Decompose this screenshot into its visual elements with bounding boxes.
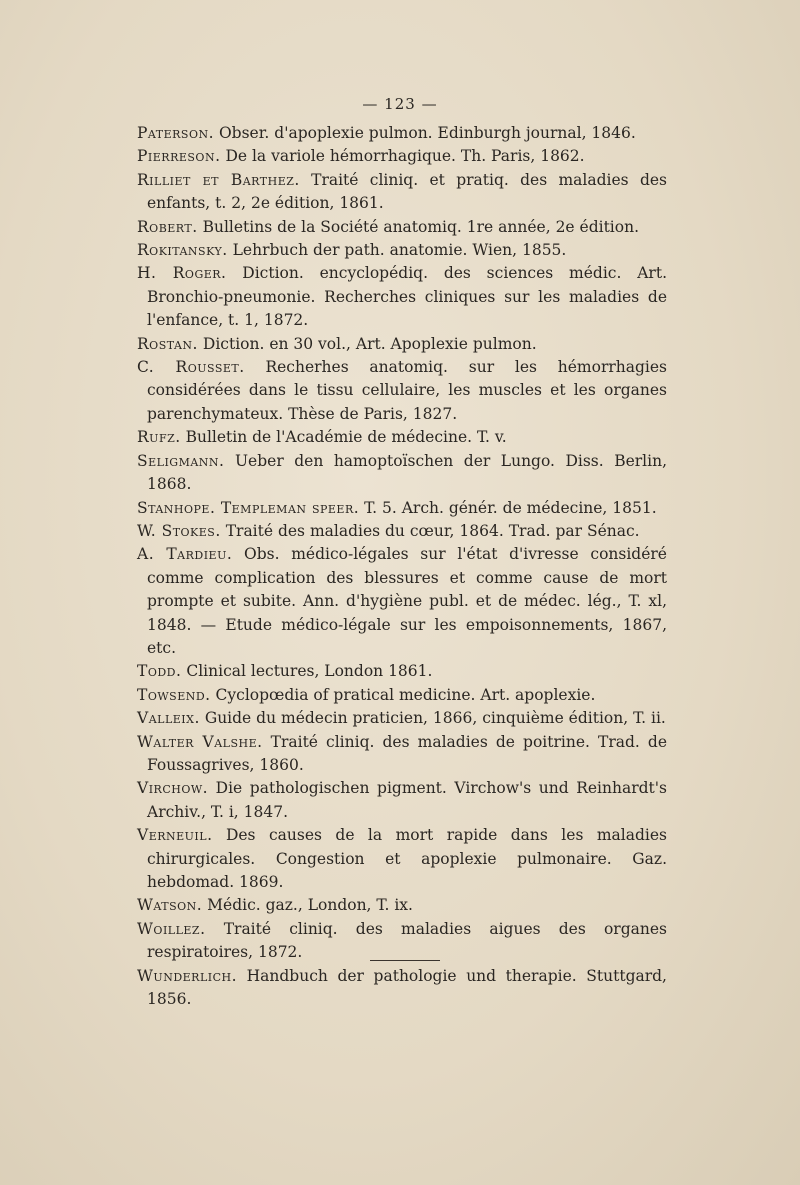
bibliography-entry [137, 169, 667, 216]
entry-text: Traité cliniq. et pratiq. des maladies des enfants, t. 2, 2e édition, 1861. [147, 170, 667, 213]
entry-text: Traité cliniq. des maladies aigues des organes respiratoires, 1872. [147, 919, 667, 962]
bibliography-entry [137, 660, 667, 683]
entry-author: Towsend. [137, 685, 211, 704]
bibliography-entry [137, 145, 667, 168]
entry-text: Clinical lectures, London 1861. [181, 662, 433, 681]
entry-author: Paterson. [137, 124, 215, 142]
bibliography-entry [137, 520, 667, 543]
bibliography-list [137, 122, 667, 1011]
page-number: — 123 — [362, 95, 438, 113]
bibliography-entry [137, 497, 667, 520]
entry-author: Virchow. [137, 779, 209, 798]
bibliography-entry [137, 731, 667, 778]
entry-author: Stanhope. Templeman speer. [137, 498, 360, 517]
entry-author: Todd. [137, 662, 182, 681]
entry-author: Rufz. [137, 428, 181, 447]
entry-text: Diction. en 30 vol., Art. Apoplexie pulmon. [197, 334, 537, 353]
entry-text: Bulletins de la Société anatomiq. 1re année, 2e édition. [197, 217, 640, 236]
bibliography-entry [137, 965, 667, 1012]
entry-text: Traité cliniq. des maladies de poitrine. Trad. de Foussagrives, 1860. [147, 732, 667, 774]
bibliography-entry [137, 356, 667, 426]
entry-text: Traité des maladies du cœur, 1864. Trad. par Sénac. [220, 521, 640, 540]
end-rule [370, 960, 440, 961]
bibliography-entry [137, 684, 667, 707]
entry-text: Lehrbuch der path. anatomie. Wien, 1855. [227, 241, 567, 260]
entry-text: Guide du médecin praticien, 1866, cinquième édition, T. ii. [199, 709, 666, 728]
entry-text: Médic. gaz., London, T. ix. [202, 896, 413, 915]
entry-text: Obs. médico-légales sur l'état d'ivresse considéré comme complication des blessures et comme cause de mort prompte et subite. Ann. d'hygiène publ. et de médec. lég., T. xl, 1848. — Etude médico-légale sur les empoisonnements, 1867, etc. [147, 545, 667, 657]
bibliography-entry [137, 239, 667, 262]
entry-author: Rilliet et Barthez. [137, 170, 300, 189]
bibliography-entry [137, 918, 667, 965]
bibliography-entry [137, 216, 667, 239]
bibliography-entry [137, 543, 667, 660]
entry-author: Rokitansky. [137, 241, 228, 260]
entry-text: Obser. d'apoplexie pulmon. Edinburgh journal, 1846. [214, 124, 636, 142]
bibliography-entry [137, 333, 667, 356]
entry-author: Rostan. [137, 334, 198, 353]
entry-author: W. Stokes. [137, 521, 221, 540]
entry-author: A. Tardieu. [137, 545, 233, 564]
entry-text: Bulletin de l'Académie de médecine. T. v. [180, 428, 507, 447]
entry-text: Diction. encyclopédiq. des sciences médic. Art. Bronchio-pneumonie. Recherches cliniques sur les maladies de l'enfance, t. 1, 1872. [147, 264, 667, 330]
entry-author: Wunderlich. [137, 966, 238, 985]
bibliography-entry [137, 262, 667, 332]
entry-author: Walter Valshe. [137, 732, 263, 751]
bibliography-entry [137, 450, 667, 497]
bibliography-entry [137, 777, 667, 824]
entry-author: C. Rousset. [137, 358, 245, 377]
bibliography-entry [137, 122, 667, 145]
bibliography-entry [137, 894, 667, 917]
entry-author: Pierreson. [137, 147, 221, 166]
entry-text: T. 5. Arch. génér. de médecine, 1851. [359, 498, 657, 517]
entry-text: Handbuch der pathologie und therapie. Stuttgard, 1856. [147, 966, 667, 1009]
entry-author: Robert. [137, 217, 198, 236]
bibliography-entry [137, 426, 667, 449]
entry-author: Woillez. [137, 919, 206, 938]
entry-author: Watson. [137, 896, 203, 915]
entry-text: Recherhes anatomiq. sur les hémorrhagies considérées dans le tissu cellulaire, les muscles et les organes parenchymateux. Thèse de Paris, 1827. [147, 358, 667, 423]
bibliography-entry [137, 824, 667, 894]
entry-author: H. Roger. [137, 264, 227, 283]
entry-text: Des causes de la mort rapide dans les maladies chirurgicales. Congestion et apoplexie pulmonaire. Gaz. hebdomad. 1869. [147, 826, 667, 891]
entry-author: Seligmann. [137, 451, 225, 470]
bibliography-entry [137, 707, 667, 730]
entry-text: Die pathologischen pigment. Virchow's und Reinhardt's Archiv., T. i, 1847. [147, 779, 667, 821]
entry-author: Valleix. [137, 709, 200, 728]
entry-author: Verneuil. [137, 826, 213, 845]
entry-text: De la variole hémorrhagique. Th. Paris, 1862. [220, 147, 585, 166]
entry-text: Ueber den hamoptoïschen der Lungo. Diss. Berlin, 1868. [147, 451, 667, 494]
entry-text: Cyclopœdia of pratical medicine. Art. apoplexie. [210, 685, 596, 704]
